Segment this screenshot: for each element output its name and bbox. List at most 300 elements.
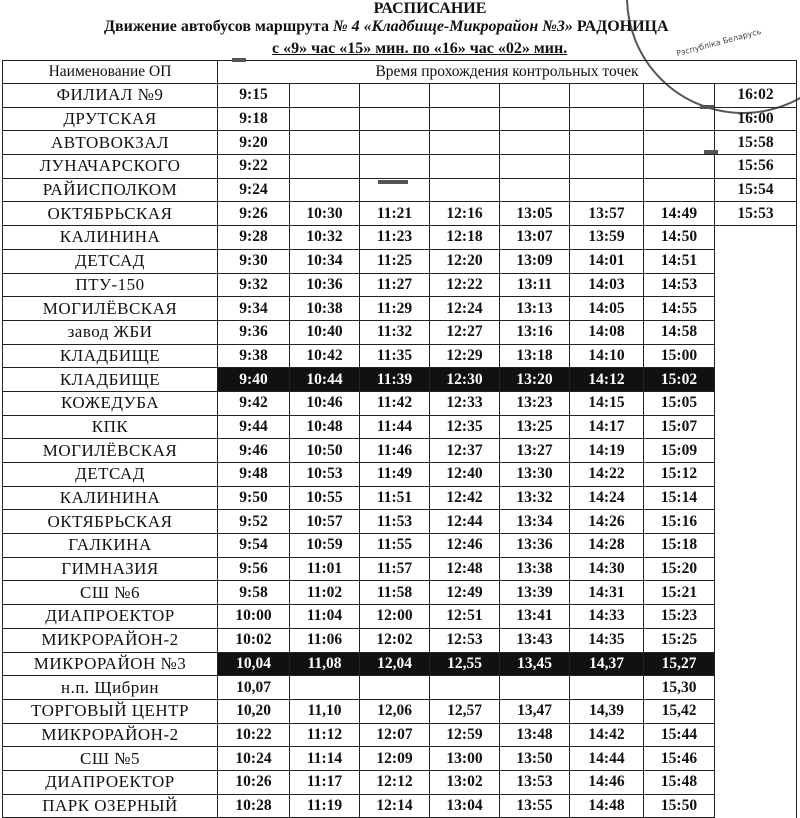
time-cell: 12:14 [360, 794, 430, 818]
time-cell: 10,07 [218, 676, 290, 700]
time-cell: 13:50 [500, 747, 570, 771]
time-cell: 10:38 [290, 297, 360, 321]
time-cell: 12:00 [360, 605, 430, 629]
time-cell: 13:41 [500, 605, 570, 629]
column-header-stop: Наименование ОП [3, 61, 218, 84]
stop-name: АВТОВОКЗАЛ [3, 131, 218, 155]
time-cell: 9:58 [218, 581, 290, 605]
time-cell: 10,04 [218, 652, 290, 676]
stop-name: КАЛИНИНА [3, 486, 218, 510]
time-cell: 13:07 [500, 226, 570, 250]
stop-name: МИКРОРАЙОН-2 [3, 628, 218, 652]
table-row [3, 770, 797, 794]
table-row [3, 699, 797, 723]
stop-name: ОКТЯБРЬСКАЯ [3, 202, 218, 226]
time-cell: 15,30 [644, 676, 715, 700]
time-cell: 11:53 [360, 510, 430, 534]
time-cell: 9:30 [218, 249, 290, 273]
time-cell: 12,55 [430, 652, 500, 676]
stop-name: КОЖЕДУБА [3, 391, 218, 415]
time-cell [500, 178, 570, 202]
time-cell: 14:30 [570, 557, 644, 581]
time-cell: 10:53 [290, 463, 360, 487]
time-cell: 11:27 [360, 273, 430, 297]
time-cell [360, 84, 430, 108]
time-cell: 9:22 [218, 155, 290, 179]
time-cell: 9:46 [218, 439, 290, 463]
schedule-title: РАСПИСАНИЕ [373, 0, 487, 17]
return-time-cell: 15:54 [715, 178, 797, 202]
time-cell: 10:36 [290, 273, 360, 297]
table-row [3, 723, 797, 747]
return-time-cell [715, 652, 797, 676]
time-cell [430, 84, 500, 108]
time-cell: 13:18 [500, 344, 570, 368]
stop-name: МОГИЛЁВСКАЯ [3, 439, 218, 463]
time-cell: 11:14 [290, 747, 360, 771]
table-row [3, 368, 797, 392]
time-cell: 14:19 [570, 439, 644, 463]
time-cell [570, 155, 644, 179]
time-cell: 10:42 [290, 344, 360, 368]
time-cell: 14:33 [570, 605, 644, 629]
time-cell: 13,45 [500, 652, 570, 676]
time-cell: 14:53 [644, 273, 715, 297]
time-cell [430, 131, 500, 155]
route-suffix: РАДОНИЦА [576, 18, 669, 35]
table-row [3, 747, 797, 771]
time-cell: 9:52 [218, 510, 290, 534]
return-time-cell: 15:58 [715, 131, 797, 155]
time-cell: 14:35 [570, 628, 644, 652]
stop-name: завод ЖБИ [3, 320, 218, 344]
table-row [3, 249, 797, 273]
time-cell: 12:22 [430, 273, 500, 297]
time-cell: 14:28 [570, 534, 644, 558]
time-cell: 13,47 [500, 699, 570, 723]
time-cell: 15:18 [644, 534, 715, 558]
time-cell: 11:51 [360, 486, 430, 510]
time-cell: 15,27 [644, 652, 715, 676]
time-cell: 14:24 [570, 486, 644, 510]
time-cell: 11:12 [290, 723, 360, 747]
table-row [3, 415, 797, 439]
time-cell: 11:42 [360, 391, 430, 415]
time-cell: 9:54 [218, 534, 290, 558]
time-cell: 11:02 [290, 581, 360, 605]
time-cell: 13:13 [500, 297, 570, 321]
time-cell: 10:24 [218, 747, 290, 771]
time-cell: 15:48 [644, 770, 715, 794]
time-cell: 13:05 [500, 202, 570, 226]
table-row [3, 107, 797, 131]
time-cell: 14:46 [570, 770, 644, 794]
time-cell: 11,10 [290, 699, 360, 723]
time-cell: 15:02 [644, 368, 715, 392]
time-cell: 9:44 [218, 415, 290, 439]
return-time-cell [715, 747, 797, 771]
stop-name: МИКРОРАЙОН-2 [3, 723, 218, 747]
time-cell: 9:48 [218, 463, 290, 487]
time-cell [290, 676, 360, 700]
time-cell: 9:32 [218, 273, 290, 297]
time-cell [360, 676, 430, 700]
time-cell [290, 155, 360, 179]
table-row [3, 344, 797, 368]
time-cell: 10:30 [290, 202, 360, 226]
time-cell: 12:42 [430, 486, 500, 510]
time-cell: 11:29 [360, 297, 430, 321]
time-cell [430, 107, 500, 131]
return-time-cell: 15:53 [715, 202, 797, 226]
time-cell: 12:33 [430, 391, 500, 415]
time-cell: 13:53 [500, 770, 570, 794]
time-cell: 14:44 [570, 747, 644, 771]
time-cell: 14:22 [570, 463, 644, 487]
time-cell: 12:51 [430, 605, 500, 629]
time-cell: 14,37 [570, 652, 644, 676]
time-cell: 15:21 [644, 581, 715, 605]
return-time-cell [715, 770, 797, 794]
schedule-table [2, 60, 797, 818]
time-cell: 13:11 [500, 273, 570, 297]
return-time-cell [715, 415, 797, 439]
time-cell: 12:20 [430, 249, 500, 273]
time-cell: 9:26 [218, 202, 290, 226]
stop-name: КЛАДБИЩЕ [3, 368, 218, 392]
time-cell: 12:16 [430, 202, 500, 226]
time-cell: 14:01 [570, 249, 644, 273]
stop-name: ПТУ-150 [3, 273, 218, 297]
time-cell: 15:23 [644, 605, 715, 629]
time-cell: 9:24 [218, 178, 290, 202]
time-cell: 13:57 [570, 202, 644, 226]
time-cell: 12,04 [360, 652, 430, 676]
stop-name: РАЙИСПОЛКОМ [3, 178, 218, 202]
table-row [3, 510, 797, 534]
table-row [3, 155, 797, 179]
time-cell: 13:36 [500, 534, 570, 558]
time-cell: 14:03 [570, 273, 644, 297]
time-cell [570, 178, 644, 202]
time-cell: 11:32 [360, 320, 430, 344]
table-row [3, 676, 797, 700]
return-time-cell [715, 368, 797, 392]
table-row [3, 581, 797, 605]
table-row [3, 652, 797, 676]
time-cell: 14:42 [570, 723, 644, 747]
time-cell: 14:10 [570, 344, 644, 368]
time-cell: 11:23 [360, 226, 430, 250]
table-row [3, 605, 797, 629]
time-cell: 14:31 [570, 581, 644, 605]
return-time-cell [715, 463, 797, 487]
table-row [3, 273, 797, 297]
time-cell: 9:42 [218, 391, 290, 415]
time-cell: 12:48 [430, 557, 500, 581]
time-cell: 11:06 [290, 628, 360, 652]
time-cell [644, 155, 715, 179]
return-time-cell [715, 699, 797, 723]
table-row [3, 226, 797, 250]
time-cell: 9:18 [218, 107, 290, 131]
time-cell: 10:02 [218, 628, 290, 652]
time-cell: 9:56 [218, 557, 290, 581]
time-cell: 15:14 [644, 486, 715, 510]
time-cell: 15:12 [644, 463, 715, 487]
column-header-times: Время прохождения контрольных точек [218, 61, 797, 84]
time-cell: 12,57 [430, 699, 500, 723]
route-prefix: Движение автобусов маршрута [104, 18, 329, 35]
time-cell: 10:40 [290, 320, 360, 344]
return-time-cell [715, 676, 797, 700]
time-cell: 13:23 [500, 391, 570, 415]
time-period: с «9» час «15» мин. по «16» час «02» мин. [272, 40, 568, 57]
time-cell: 10:34 [290, 249, 360, 273]
time-cell: 12:07 [360, 723, 430, 747]
time-cell: 10:28 [218, 794, 290, 818]
time-cell: 15:07 [644, 415, 715, 439]
time-cell: 10,20 [218, 699, 290, 723]
time-cell: 9:15 [218, 84, 290, 108]
time-cell: 13:09 [500, 249, 570, 273]
time-cell: 11:57 [360, 557, 430, 581]
time-cell: 13:43 [500, 628, 570, 652]
return-time-cell [715, 723, 797, 747]
time-cell: 10:59 [290, 534, 360, 558]
time-cell: 11:44 [360, 415, 430, 439]
time-cell: 13:32 [500, 486, 570, 510]
stop-name: ОКТЯБРЬСКАЯ [3, 510, 218, 534]
time-cell: 11:58 [360, 581, 430, 605]
time-cell [570, 131, 644, 155]
table-row [3, 794, 797, 818]
table-row [3, 439, 797, 463]
return-time-cell: 16:02 [715, 84, 797, 108]
time-cell [644, 178, 715, 202]
time-cell [430, 155, 500, 179]
time-cell: 12:24 [430, 297, 500, 321]
time-cell: 9:40 [218, 368, 290, 392]
time-cell: 15:09 [644, 439, 715, 463]
return-time-cell [715, 628, 797, 652]
time-cell: 15,42 [644, 699, 715, 723]
time-cell: 15:50 [644, 794, 715, 818]
time-cell: 10:46 [290, 391, 360, 415]
time-cell: 11:25 [360, 249, 430, 273]
scan-mark [378, 180, 408, 184]
return-time-cell [715, 486, 797, 510]
route-name: № 4 «Кладбище-Микрорайон №3» [332, 18, 573, 35]
table-row [3, 463, 797, 487]
time-cell: 9:28 [218, 226, 290, 250]
time-cell: 15:46 [644, 747, 715, 771]
time-cell: 11:19 [290, 794, 360, 818]
time-cell: 11:46 [360, 439, 430, 463]
time-cell: 14:26 [570, 510, 644, 534]
time-cell: 9:20 [218, 131, 290, 155]
return-time-cell [715, 273, 797, 297]
return-time-cell [715, 226, 797, 250]
time-cell: 13:59 [570, 226, 644, 250]
time-cell: 10:26 [218, 770, 290, 794]
table-row [3, 628, 797, 652]
stamp-text: Рэспубліка Беларусь [675, 26, 763, 59]
time-cell: 13:25 [500, 415, 570, 439]
table-header-row [3, 61, 797, 84]
time-cell: 10:55 [290, 486, 360, 510]
time-cell [430, 178, 500, 202]
stop-name: СШ №6 [3, 581, 218, 605]
time-cell: 11:04 [290, 605, 360, 629]
time-cell: 13:38 [500, 557, 570, 581]
return-time-cell [715, 391, 797, 415]
stop-name: ДРУТСКАЯ [3, 107, 218, 131]
stop-name: ДЕТСАД [3, 249, 218, 273]
time-cell: 12:09 [360, 747, 430, 771]
return-time-cell [715, 439, 797, 463]
time-cell: 14:55 [644, 297, 715, 321]
time-cell [290, 84, 360, 108]
return-time-cell [715, 581, 797, 605]
route-line [104, 18, 800, 36]
time-cell: 13:27 [500, 439, 570, 463]
time-cell [644, 107, 715, 131]
time-cell [290, 178, 360, 202]
time-cell: 13:04 [430, 794, 500, 818]
time-cell: 12:29 [430, 344, 500, 368]
time-cell: 10:22 [218, 723, 290, 747]
time-cell: 14:51 [644, 249, 715, 273]
return-time-cell [715, 320, 797, 344]
stop-name: МИКРОРАЙОН №3 [3, 652, 218, 676]
time-cell: 13:20 [500, 368, 570, 392]
time-cell: 14:15 [570, 391, 644, 415]
stop-name: МОГИЛЁВСКАЯ [3, 297, 218, 321]
time-cell [360, 155, 430, 179]
stop-name: ДИАПРОЕКТОР [3, 605, 218, 629]
time-cell: 15:16 [644, 510, 715, 534]
stop-name: ТОРГОВЫЙ ЦЕНТР [3, 699, 218, 723]
time-cell: 12:18 [430, 226, 500, 250]
time-cell [644, 84, 715, 108]
time-cell: 11:17 [290, 770, 360, 794]
time-cell [500, 131, 570, 155]
time-cell: 14:49 [644, 202, 715, 226]
table-row [3, 391, 797, 415]
time-cell: 13:34 [500, 510, 570, 534]
time-cell: 11:35 [360, 344, 430, 368]
time-cell: 13:30 [500, 463, 570, 487]
time-cell: 12:02 [360, 628, 430, 652]
time-cell: 12:44 [430, 510, 500, 534]
time-cell: 10:50 [290, 439, 360, 463]
return-time-cell [715, 794, 797, 818]
table-row [3, 534, 797, 558]
time-cell: 11:01 [290, 557, 360, 581]
time-cell: 14,39 [570, 699, 644, 723]
stop-name: ГАЛКИНА [3, 534, 218, 558]
table-row [3, 320, 797, 344]
stop-name: КЛАДБИЩЕ [3, 344, 218, 368]
time-cell: 14:48 [570, 794, 644, 818]
time-cell [570, 676, 644, 700]
time-cell: 10:32 [290, 226, 360, 250]
time-cell [360, 131, 430, 155]
stop-name: СШ №5 [3, 747, 218, 771]
return-time-cell: 16:00 [715, 107, 797, 131]
time-cell: 12:27 [430, 320, 500, 344]
time-cell [360, 107, 430, 131]
time-cell: 14:08 [570, 320, 644, 344]
return-time-cell [715, 297, 797, 321]
time-cell: 9:38 [218, 344, 290, 368]
table-row [3, 131, 797, 155]
return-time-cell: 15:56 [715, 155, 797, 179]
scan-mark [232, 58, 246, 62]
time-cell: 13:48 [500, 723, 570, 747]
time-cell: 15:20 [644, 557, 715, 581]
time-cell: 14:12 [570, 368, 644, 392]
time-cell: 11,08 [290, 652, 360, 676]
return-time-cell [715, 249, 797, 273]
time-cell: 13:00 [430, 747, 500, 771]
table-row [3, 557, 797, 581]
time-cell: 12:53 [430, 628, 500, 652]
time-cell: 11:55 [360, 534, 430, 558]
time-cell: 15:44 [644, 723, 715, 747]
time-cell [500, 84, 570, 108]
time-cell: 15:25 [644, 628, 715, 652]
time-cell: 14:50 [644, 226, 715, 250]
time-cell: 12:37 [430, 439, 500, 463]
time-cell: 12:35 [430, 415, 500, 439]
time-cell: 10:48 [290, 415, 360, 439]
return-time-cell [715, 557, 797, 581]
time-cell [290, 107, 360, 131]
time-cell: 10:00 [218, 605, 290, 629]
time-cell: 12:30 [430, 368, 500, 392]
scan-mark [704, 150, 718, 154]
time-cell: 15:05 [644, 391, 715, 415]
time-cell: 12:40 [430, 463, 500, 487]
time-cell: 13:16 [500, 320, 570, 344]
time-cell: 11:21 [360, 202, 430, 226]
time-cell [290, 131, 360, 155]
time-cell: 11:39 [360, 368, 430, 392]
stop-name: ПАРК ОЗЕРНЫЙ [3, 794, 218, 818]
stop-name: ДЕТСАД [3, 463, 218, 487]
time-cell: 14:58 [644, 320, 715, 344]
scan-mark [700, 105, 714, 109]
table-row [3, 84, 797, 108]
time-cell [500, 676, 570, 700]
time-cell: 13:02 [430, 770, 500, 794]
time-cell: 13:39 [500, 581, 570, 605]
time-cell: 9:34 [218, 297, 290, 321]
stop-name: ДИАПРОЕКТОР [3, 770, 218, 794]
time-cell [570, 107, 644, 131]
time-cell [570, 84, 644, 108]
stop-name: КАЛИНИНА [3, 226, 218, 250]
stop-name: КПК [3, 415, 218, 439]
time-cell: 9:36 [218, 320, 290, 344]
time-cell: 12:46 [430, 534, 500, 558]
time-cell [430, 676, 500, 700]
stop-name: ЛУНАЧАРСКОГО [3, 155, 218, 179]
table-row [3, 297, 797, 321]
time-cell: 13:55 [500, 794, 570, 818]
